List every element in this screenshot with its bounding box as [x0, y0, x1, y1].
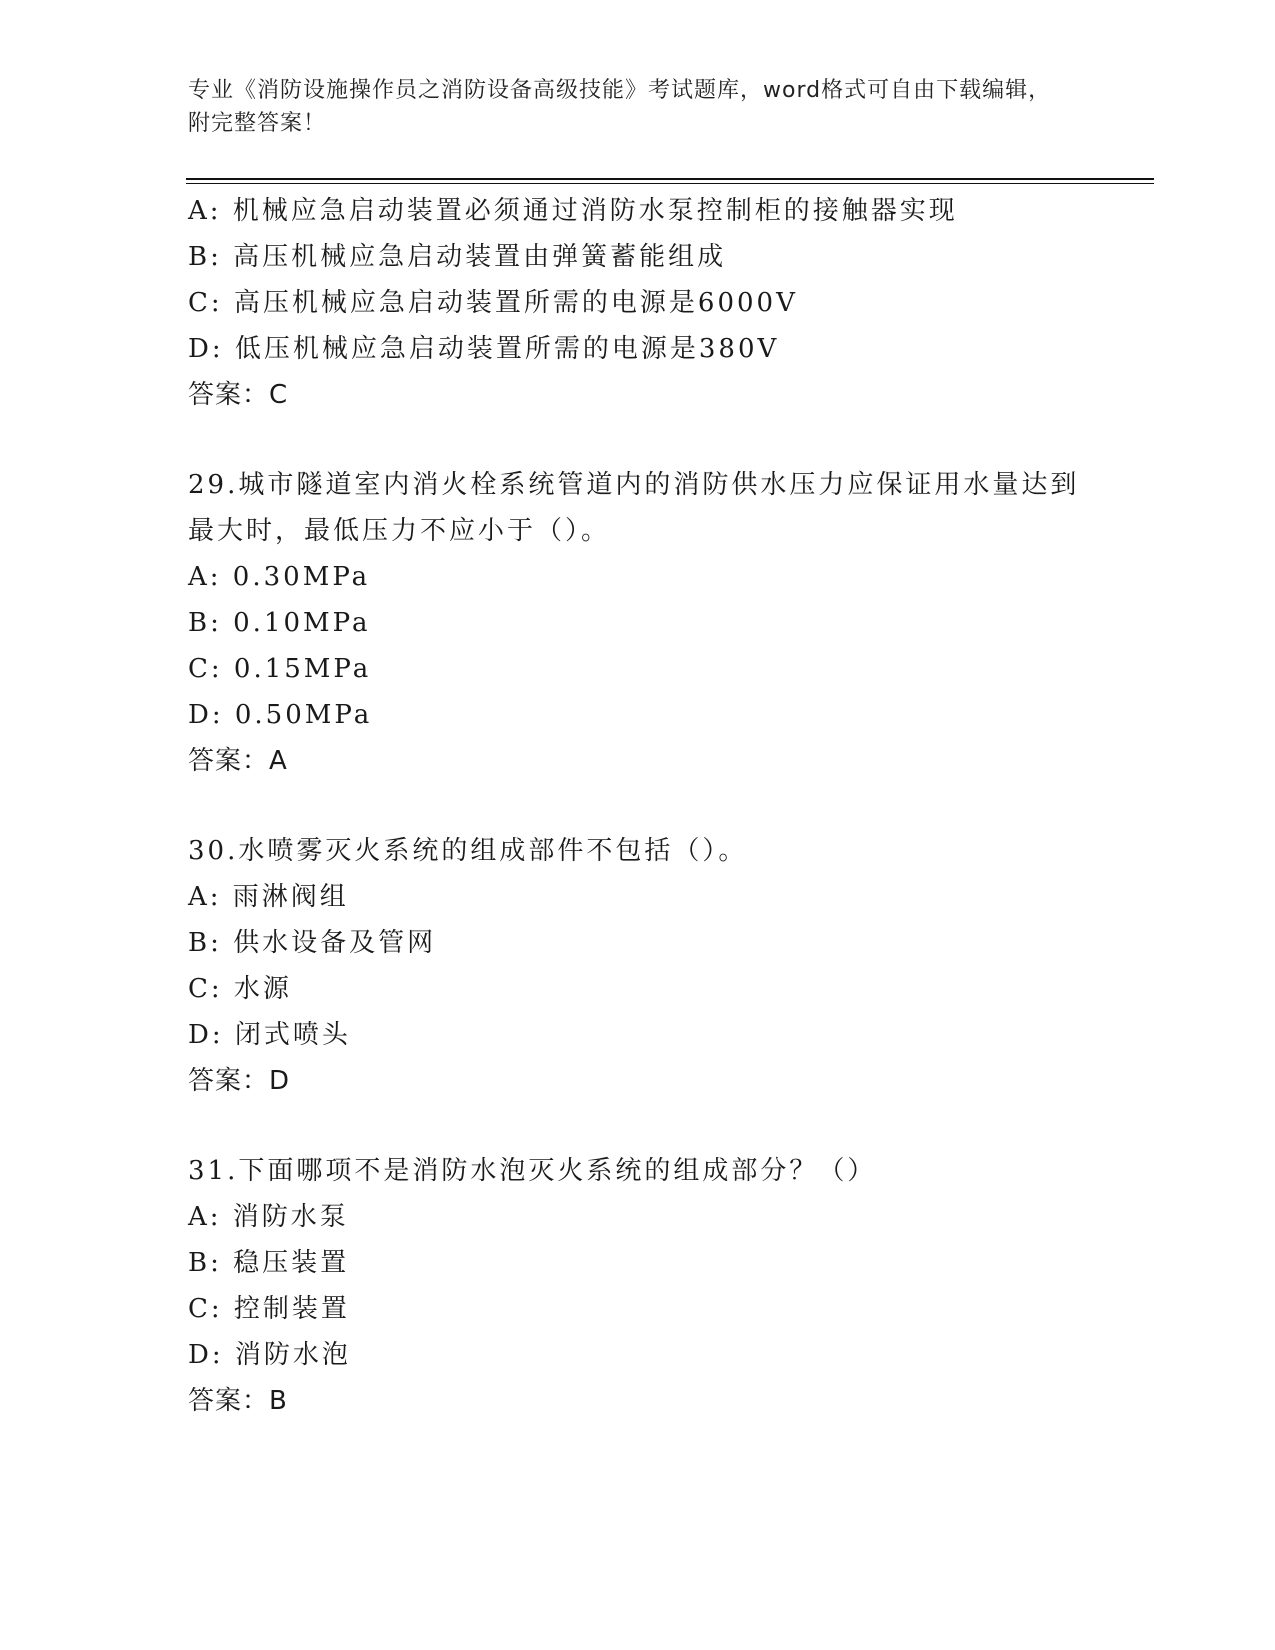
- block-spacer: [188, 784, 1088, 828]
- document-header: 专业《消防设施操作员之消防设备高级技能》考试题库，word格式可自由下载编辑，附完整答案！: [188, 78, 1052, 136]
- option-b: B: 0.10MPa: [188, 608, 371, 638]
- option-b: B: 高压机械应急启动装置由弹簧蓄能组成: [188, 242, 727, 272]
- question-block-28: [188, 188, 1088, 418]
- answer-line: 答案：A: [188, 746, 288, 776]
- question-title: 30.水喷雾灭火系统的组成部件不包括（）。: [188, 836, 748, 866]
- option-d: D: 闭式喷头: [188, 1020, 351, 1050]
- option-c: C: 0.15MPa: [188, 654, 372, 684]
- option-d: D: 低压机械应急启动装置所需的电源是380V: [188, 334, 780, 364]
- question-list: [188, 188, 1088, 1424]
- option-b: B: 稳压装置: [188, 1248, 350, 1278]
- block-spacer: [188, 1104, 1088, 1148]
- option-c: C: 水源: [188, 974, 292, 1004]
- question-title-continuation: 最大时，最低压力不应小于（）。: [188, 516, 611, 546]
- answer-line: 答案：C: [188, 380, 289, 410]
- option-c: C: 控制装置: [188, 1294, 350, 1324]
- header-divider-thin: [186, 183, 1154, 184]
- answer-line: 答案：D: [188, 1066, 291, 1096]
- question-block-29: [188, 462, 1088, 784]
- option-c: C: 高压机械应急启动装置所需的电源是6000V: [188, 288, 798, 318]
- question-title: 31.下面哪项不是消防水泡灭火系统的组成部分？（）: [188, 1156, 877, 1186]
- block-spacer: [188, 418, 1088, 462]
- option-b: B: 供水设备及管网: [188, 928, 437, 958]
- question-block-31: [188, 1148, 1088, 1424]
- option-a: A: 消防水泵: [188, 1202, 349, 1232]
- option-d: D: 消防水泡: [188, 1340, 351, 1370]
- answer-line: 答案：B: [188, 1386, 288, 1416]
- question-block-30: [188, 828, 1088, 1104]
- question-title: 29.城市隧道室内消火栓系统管道内的消防供水压力应保证用水量达到: [188, 470, 1080, 500]
- option-d: D: 0.50MPa: [188, 700, 373, 730]
- option-a: A: 机械应急启动装置必须通过消防水泵控制柜的接触器实现: [188, 196, 958, 226]
- option-a: A: 0.30MPa: [188, 562, 371, 592]
- header-divider-thick: [186, 178, 1154, 180]
- option-a: A: 雨淋阀组: [188, 882, 349, 912]
